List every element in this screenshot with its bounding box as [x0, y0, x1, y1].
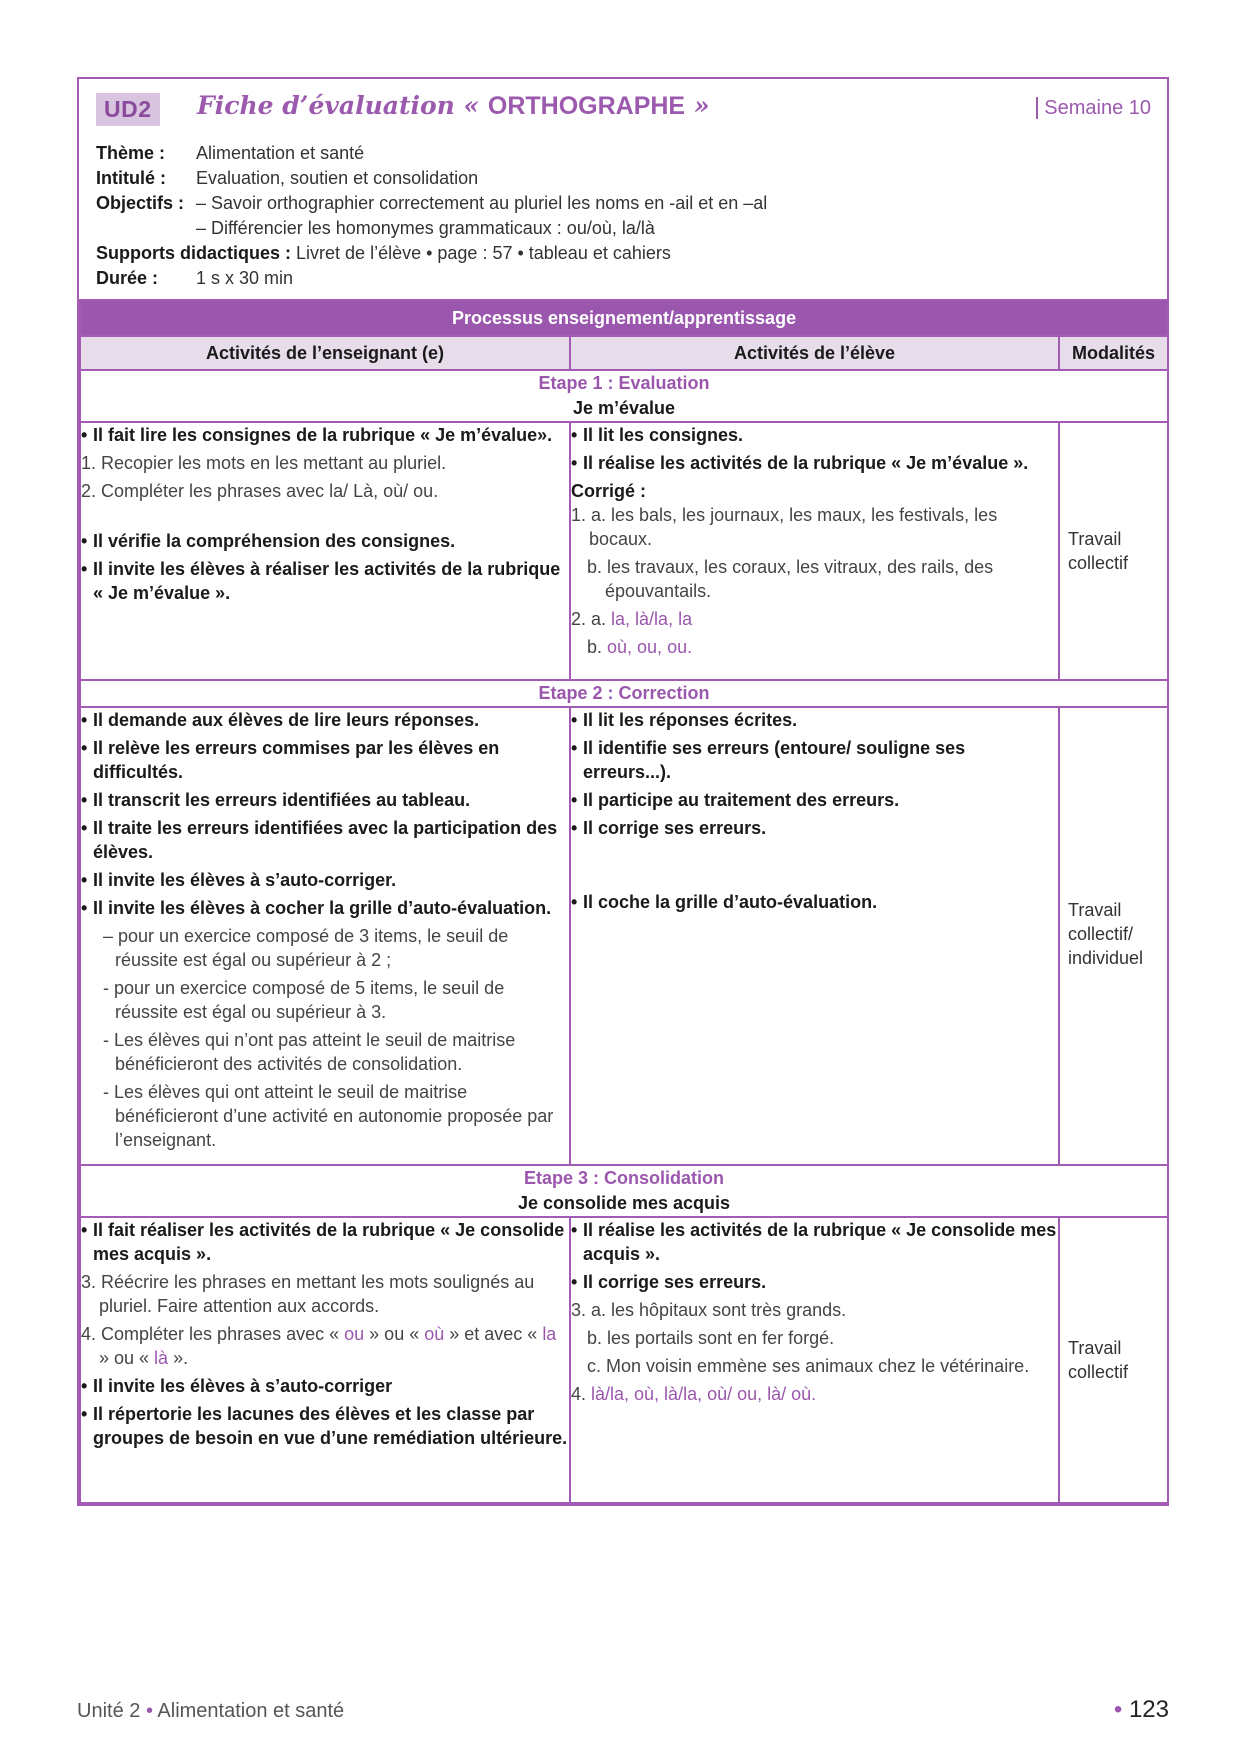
theme-value: Alimentation et santé — [196, 143, 365, 163]
list-item: • Il répertorie les lacunes des élèves et les classe par groupes de besoin en vue d’une remédiation ultérieure. — [81, 1402, 569, 1450]
list-item: - Les élèves qui n’ont pas atteint le seuil de maitrise bénéficieront des activités de consolidation. — [103, 1030, 516, 1074]
list-item: 4. Compléter les phrases avec « ou » ou « où » et avec « la » ou « là ». — [81, 1324, 557, 1368]
etape-1-student — [570, 422, 1059, 680]
etape-3-subtitle: Je consolide mes acquis — [517, 1193, 731, 1213]
list-item: • Il fait lire les consignes de la rubrique « Je m’évalue». — [81, 423, 569, 447]
col-modalites-header: Modalités — [1059, 336, 1168, 370]
list-item: - Les élèves qui ont atteint le seuil de maitrise bénéficieront d’une activité en autonomie proposée par l’enseignant. — [103, 1082, 554, 1150]
etape-3-teacher — [80, 1217, 570, 1503]
list-item: • Il identifie ses erreurs (entoure/ souligne ses erreurs...). — [571, 736, 1058, 784]
footer-theme: Alimentation et santé — [157, 1700, 345, 1722]
list-item: • Il corrige ses erreurs. — [571, 1270, 1058, 1294]
list-item: – pour un exercice composé de 3 items, le seuil de réussite est égal ou supérieur à 2 ; — [103, 926, 509, 970]
list-item: 4. là/la, où, là/la, où/ ou, là/ où. — [571, 1384, 817, 1404]
etape-3-modalite: Travail collectif — [1059, 1217, 1168, 1503]
footer-unit: Unité 2 — [77, 1700, 141, 1722]
intitule-value: Evaluation, soutien et consolidation — [196, 168, 479, 188]
objectif-1: – Savoir orthographier correctement au pluriel les noms en -ail et en –al — [196, 193, 768, 213]
list-item: 2. Compléter les phrases avec la/ Là, où/ ou. — [81, 481, 439, 501]
process-table — [79, 299, 1169, 1504]
list-item: • Il lit les consignes. — [571, 423, 1058, 447]
etape-3-student — [570, 1217, 1059, 1503]
list-item: b. les travaux, les coraux, les vitraux, des rails, des épouvantails. — [587, 557, 994, 601]
list-item: - pour un exercice composé de 5 items, le seuil de réussite est égal ou supérieur à 3. — [103, 978, 505, 1022]
objectifs-label: Objectifs : — [96, 193, 185, 213]
list-item: c. Mon voisin emmène ses animaux chez le vétérinaire. — [587, 1356, 1030, 1376]
sheet-title: Fiche d’évaluation « ORTHOGRAPHE » — [197, 91, 710, 120]
list-item: 1. a. les bals, les journaux, les maux, les festivals, les bocaux. — [571, 505, 998, 549]
col-teacher-header: Activités de l’enseignant (e) — [80, 336, 570, 370]
col-student-header: Activités de l’élève — [570, 336, 1059, 370]
list-item: b. où, ou, ou. — [587, 637, 693, 657]
intitule-label: Intitulé : — [96, 168, 166, 188]
list-item: • Il invite les élèves à s’auto-corriger. — [81, 868, 569, 892]
etape-2-title: Etape 2 : Correction — [538, 683, 710, 703]
unit-badge: UD2 — [96, 93, 160, 126]
supports-line: Supports didactiques : Livret de l’élève • page : 57 • tableau et cahiers — [96, 243, 671, 263]
page-footer — [77, 1696, 1169, 1723]
list-item: • Il fait réaliser les activités de la rubrique « Je consolide mes acquis ». — [81, 1218, 569, 1266]
list-item: 1. Recopier les mots en les mettant au pluriel. — [81, 453, 447, 473]
page-number-block — [1114, 1696, 1169, 1724]
list-item: • Il invite les élèves à cocher la grille d’auto-évaluation. — [81, 896, 569, 920]
etape-1-title: Etape 1 : Evaluation — [538, 373, 710, 393]
etape-2-modalite: Travail collectif/ individuel — [1059, 707, 1168, 1165]
list-item: b. les portails sont en fer forgé. — [587, 1328, 835, 1348]
list-item: • Il relève les erreurs commises par les élèves en difficultés. — [81, 736, 569, 784]
process-banner: Processus enseignement/apprentissage — [80, 300, 1168, 336]
list-item: • Il vérifie la compréhension des consignes. — [81, 529, 569, 553]
etape-2-header — [80, 680, 1168, 707]
list-item: • Il corrige ses erreurs. — [571, 816, 1058, 840]
list-item: • Il invite les élèves à s’auto-corriger — [81, 1374, 569, 1398]
supports-value: Livret de l’élève • page : 57 • tableau et cahiers — [296, 243, 671, 263]
list-item: • Il demande aux élèves de lire leurs réponses. — [81, 708, 569, 732]
etape-2-student — [570, 707, 1059, 1165]
duree-value: 1 s x 30 min — [196, 268, 294, 288]
etape-2-teacher — [80, 707, 570, 1165]
list-item: • Il participe au traitement des erreurs. — [571, 788, 1058, 812]
footer-separator: • — [145, 1700, 153, 1722]
duree-label: Durée : — [96, 268, 159, 288]
list-item: • Il réalise les activités de la rubrique « Je consolide mes acquis ». — [571, 1218, 1058, 1266]
etape-3-title: Etape 3 : Consolidation — [524, 1168, 725, 1188]
objectif-2: – Différencier les homonymes grammaticaux : ou/où, la/là — [196, 218, 655, 238]
list-item: • Il traite les erreurs identifiées avec la participation des élèves. — [81, 816, 569, 864]
etape-1-modalite: Travail collectif — [1059, 422, 1168, 680]
corrige-label: Corrigé : — [571, 481, 647, 501]
etape-1-teacher — [80, 422, 570, 680]
page-number-separator: • — [1113, 1696, 1123, 1723]
etape-3-header — [80, 1165, 1168, 1217]
sheet-header — [79, 79, 1167, 299]
etape-1-header — [80, 370, 1168, 422]
week-label: Semaine 10 — [1036, 97, 1151, 119]
list-item: • Il réalise les activités de la rubrique « Je m’évalue ». — [571, 451, 1058, 475]
list-item: • Il coche la grille d’auto-évaluation. — [571, 890, 1058, 914]
list-item: 2. a. la, là/la, la — [571, 609, 693, 629]
theme-label: Thème : — [96, 143, 166, 163]
list-item: 3. Réécrire les phrases en mettant les mots soulignés au pluriel. Faire attention aux accords. — [81, 1272, 535, 1316]
page-number: 123 — [1128, 1696, 1169, 1723]
list-item: • Il transcrit les erreurs identifiées au tableau. — [81, 788, 569, 812]
list-item: • Il invite les élèves à réaliser les activités de la rubrique « Je m’évalue ». — [81, 557, 569, 605]
etape-1-subtitle: Je m’évalue — [572, 398, 676, 418]
evaluation-sheet — [77, 77, 1169, 1506]
list-item: • Il lit les réponses écrites. — [571, 708, 1058, 732]
list-item: 3. a. les hôpitaux sont très grands. — [571, 1300, 847, 1320]
